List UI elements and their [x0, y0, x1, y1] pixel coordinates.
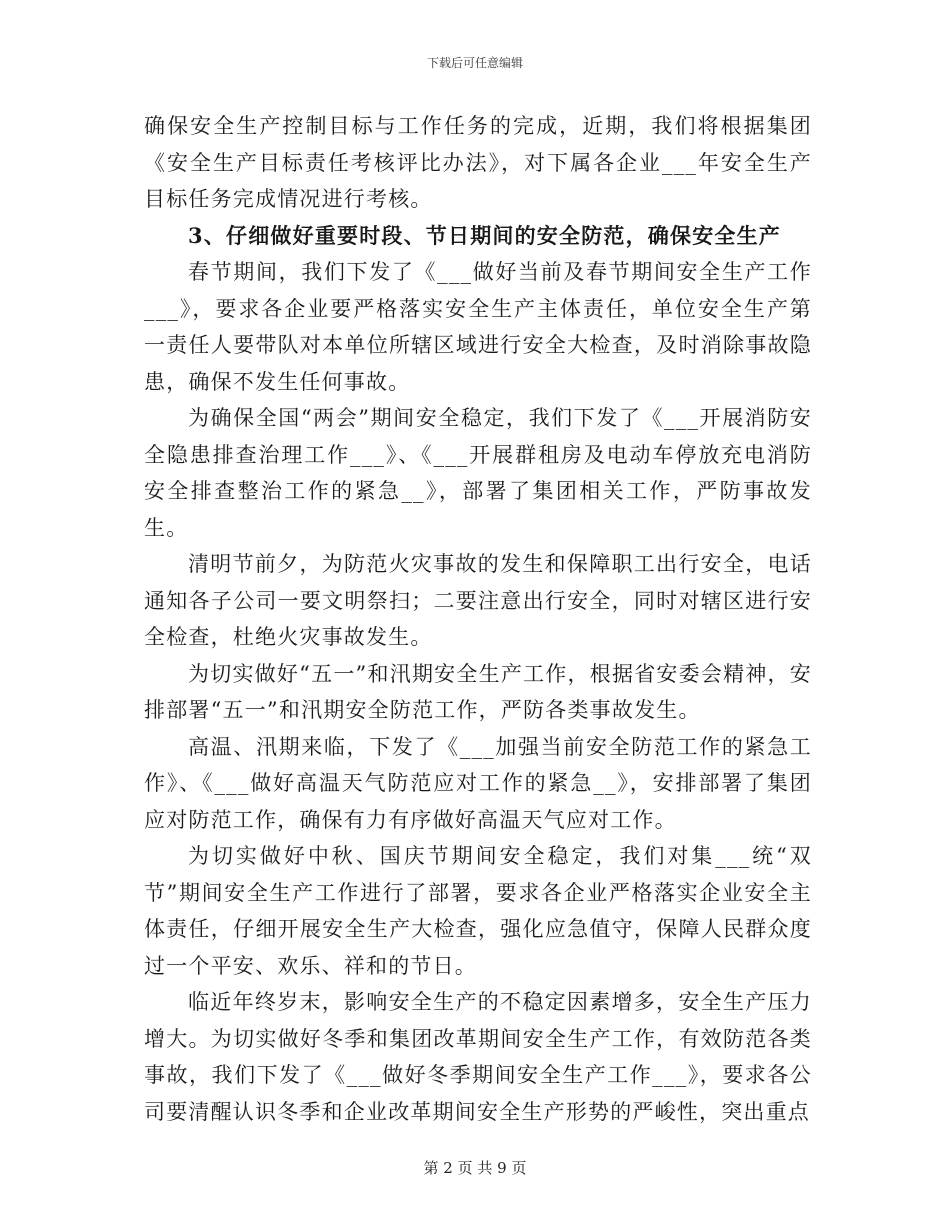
paragraph-high-temperature: 高温、汛期来临，下发了《___加强当前安全防范工作的紧急工作》、《___做好高温天气防范应对工作的紧急__》，安排部署了集团应对防范工作，确保有力有序做好高温天气应对工作。 — [144, 734, 812, 832]
page-number: 第 2 页 共 9 页 — [423, 1159, 527, 1177]
paragraph-year-end: 临近年终岁末，影响安全生产的不稳定因素增多，安全生产压力增大。为切实做好冬季和集团改革期间安全生产工作，有效防范各类事故，我们下发了《___做好冬季期间安全生产工作___》，要求各公司要清醒认识冬季和企业改革期间安全生产形势的严峻性，突出重点 — [144, 990, 812, 1124]
paragraph-may-day: 为切实做好“五一”和汛期安全生产工作，根据省安委会精神，安排部署“五一”和汛期安全防范工作，严防各类事故发生。 — [144, 661, 812, 722]
paragraph-spring-festival: 春节期间，我们下发了《___做好当前及春节期间安全生产工作___》，要求各企业要严格落实安全生产主体责任，单位安全生产第一责任人要带队对本单位所辖区域进行安全大检查，及时消除事故隐患，确保不发生任何事故。 — [144, 260, 812, 394]
paragraph-qingming: 清明节前夕，为防范火灾事故的发生和保障职工出行安全，电话通知各子公司一要文明祭扫；二要注意出行安全，同时对辖区进行安全检查，杜绝火灾事故发生。 — [144, 552, 812, 649]
paragraph-continuation: 确保安全生产控制目标与工作任务的完成，近期，我们将根据集团《安全生产目标责任考核评比办法》，对下属各企业___年安全生产目标任务完成情况进行考核。 — [144, 114, 812, 211]
document-body — [144, 108, 812, 1130]
paragraph-two-sessions: 为确保全国“两会”期间安全稳定，我们下发了《___开展消防安全隐患排查治理工作___》、《___开展群租房及电动车停放充电消防安全排查整治工作的紧急__》，部署了集团相关工作，严防事故发生。 — [144, 406, 812, 540]
section-heading: 3、仔细做好重要时段、节日期间的安全防范，确保安全生产 — [188, 222, 782, 248]
page-header: 下载后可任意编辑 — [426, 56, 523, 70]
paragraph-mid-autumn: 为切实做好中秋、国庆节期间安全稳定，我们对集___统“双节”期间安全生产工作进行了部署，要求各企业严格落实企业安全主体责任，仔细开展安全生产大检查，强化应急值守，保障人民群众度过一个平安、欢乐、祥和的节日。 — [144, 844, 812, 978]
